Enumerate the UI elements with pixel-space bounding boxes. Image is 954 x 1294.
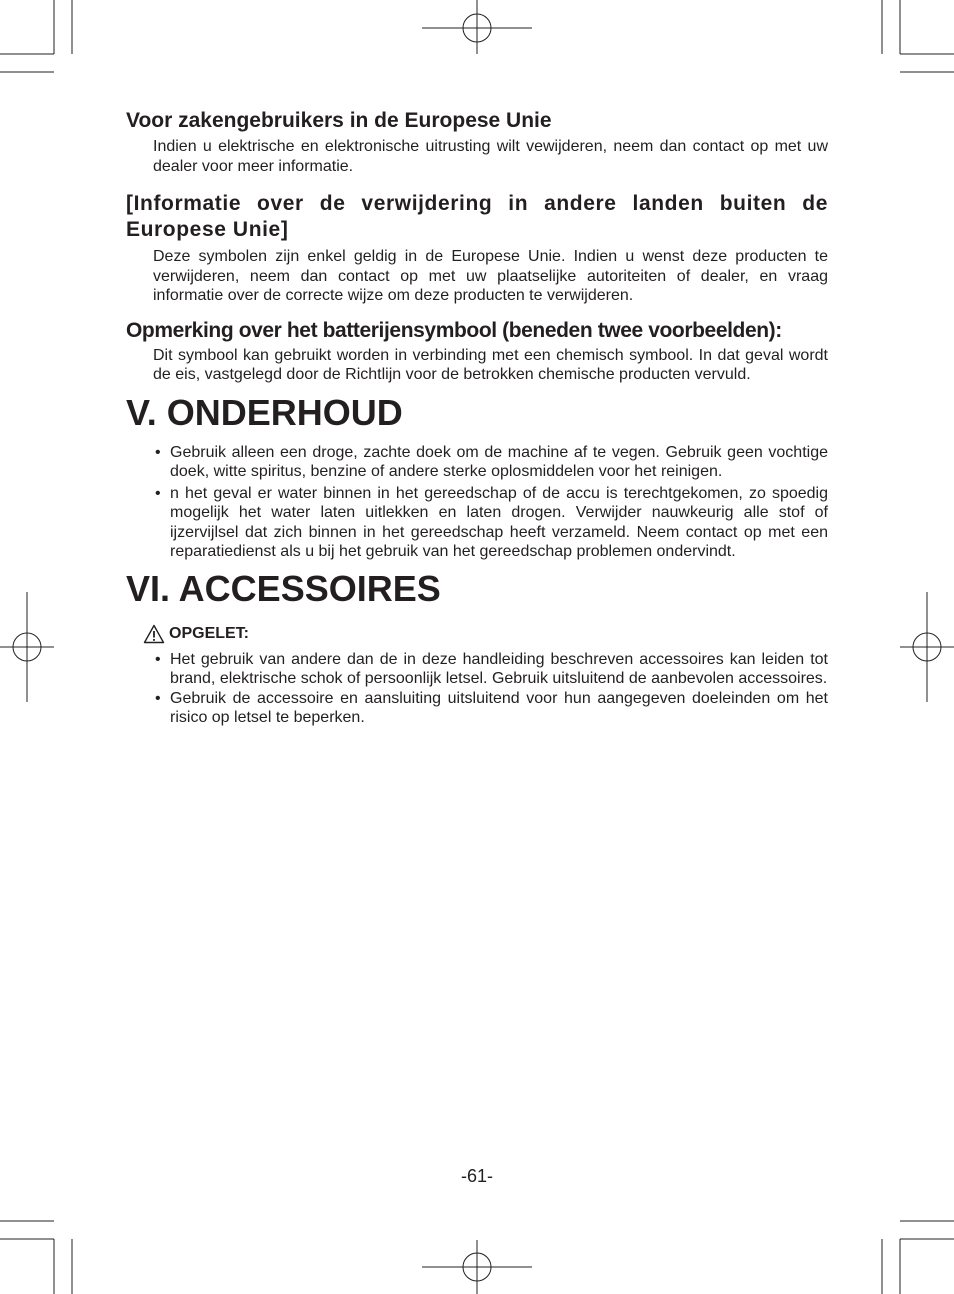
accessories-title: VI. ACCESSOIRES — [126, 567, 441, 609]
caution-label: OPGELET: — [169, 624, 250, 642]
list-item-text: n het geval er water binnen in het gereedschap of de accu is terechtgekomen, zo spoedig mogelijk het water laten uitlekken en laten drogen. Verwijder nauwkeurig alle stof of ijzervijlsel dat zich binnen in het gereedschap heeft verzameld. Neem contact op met een reparatiedienst als u bij het gebruik van het gereedschap problemen ondervindt. — [170, 484, 828, 560]
section-text-eu-users: Indien u elektrische en elektronische uitrusting wilt vewijderen, neem dan contact op met uw dealer voor meer informatie. — [153, 138, 828, 175]
list-item — [126, 650, 828, 689]
accessories-list — [126, 650, 828, 728]
section-heading-outside-eu: [Informatie over de verwijdering in andere landen buiten de Europese Unie] — [126, 192, 828, 241]
bullet-marker: • — [155, 443, 161, 461]
bullet-marker: • — [155, 689, 161, 707]
bullet-marker: • — [155, 484, 161, 502]
maintenance-title: V. ONDERHOUD — [126, 391, 403, 433]
list-item-text: Gebruik de accessoire en aansluiting uitsluitend voor hun aangegeven doeleinden om het risico op letsel te beperken. — [170, 689, 828, 726]
section-text-battery-symbol: Dit symbool kan gebruikt worden in verbinding met een chemisch symbool. In dat geval wordt de eis, vastgelegd door de Richtlijn voor de betrokken chemische producten vervuld. — [153, 346, 828, 383]
maintenance-list — [126, 443, 828, 562]
list-item-text: Het gebruik van andere dan de in deze handleiding beschreven accessoires kan leiden tot brand, elektrische schok of persoonlijk letsel. Gebruik uitsluitend de aanbevolen accessoires. — [170, 650, 828, 687]
page-content — [126, 108, 828, 728]
bullet-marker: • — [155, 650, 161, 668]
section-heading-eu-users: Voor zakengebruikers in de Europese Unie — [126, 109, 552, 132]
list-item — [126, 689, 828, 728]
list-item — [126, 484, 828, 562]
list-item — [126, 443, 828, 482]
section-heading-battery-symbol: Opmerking over het batterijensymbool (beneden twee voorbeelden): — [126, 318, 782, 342]
warning-triangle-icon — [143, 624, 165, 644]
list-item-text: Gebruik alleen een droge, zachte doek om de machine af te vegen. Gebruik geen vochtige doek, witte spiritus, benzine of andere sterke oplosmiddelen voor het reinigen. — [170, 443, 828, 480]
page-number: -61- — [460, 1166, 493, 1186]
section-text-outside-eu: Deze symbolen zijn enkel geldig in de Europese Unie. Indien u wenst deze producten te verwijderen, neem dan contact op met uw plaatselijke autoriteiten of dealer, en vraag informatie over de correcte wijze om deze producten te verwijderen. — [153, 248, 828, 304]
caution-notice — [143, 624, 828, 644]
